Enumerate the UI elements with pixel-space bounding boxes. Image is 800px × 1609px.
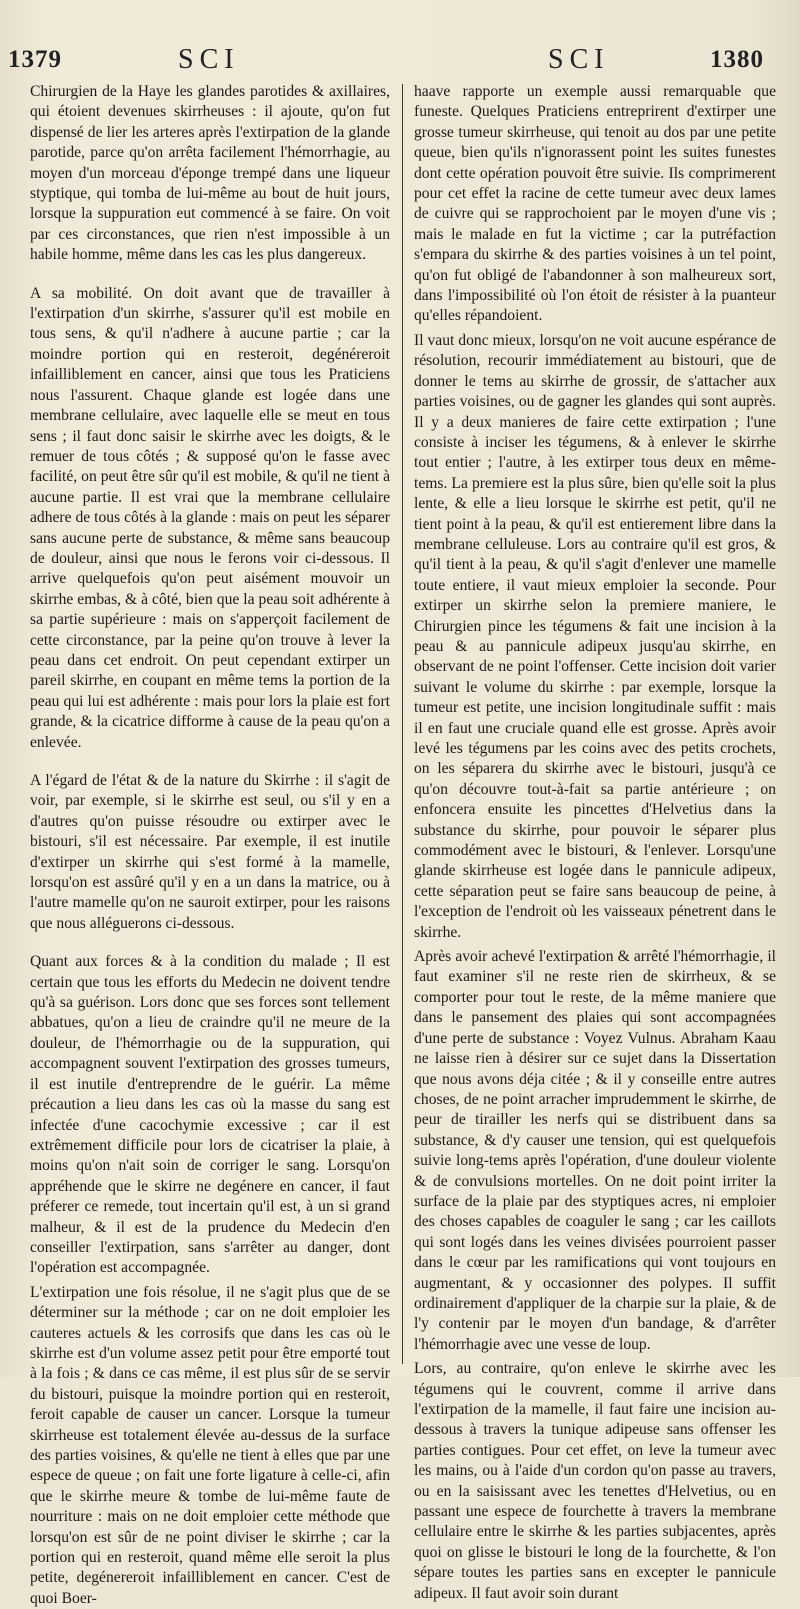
running-head-left: SCI: [178, 44, 240, 75]
page-number-right: 1380: [710, 46, 764, 73]
paragraph: L'extirpation une fois résolue, il ne s'agit plus que de se déterminer sur la méthode ; car on ne doit emploier les cauteres actuels & les corrosifs que dans les cas où le skirrhe est d'un volume assez petit pour être emporté tout à la fois ; & dans ce cas même, il est plus sûr de se servir du bistouri, puisque la moindre portion qui en resteroit, feroit capable de causer un cancer. Lorsque la tumeur skirrheuse est totalement élevée au-dessus de la surface des parties voisines, & qu'elle ne tient à elles que par une espece de queue ; on fait une forte ligature à celle-ci, afin que le skirrhe meure & tombe de lui-même faute de nourriture : mais on ne doit emploier cette méthode que lorsqu'on est sûr de ne point diviser le skirrhe ; car la portion qui en resteroit, quand même elle seroit la plus petite, degénereroit infailliblement en cancer. C'est de quoi Boer-: [30, 1283, 390, 1607]
running-head-right: SCI: [548, 44, 610, 75]
paragraph: Chirurgien de la Haye les glandes parotides & axillaires, qui étoient devenues skirrheuses : il ajoute, qu'on fut dispensé de lier les arteres après l'extirpation de la glande parotide, parce qu'on arrêta facilement l'hémorrhagie, au moyen d'un morceau d'éponge trempé dans une liqueur styptique, qui tomba de lui-même au bout de huit jours, lorsque la suppuration eut commencé à se faire. On voit par ces circonstances, que rien n'est impossible à un habile homme, même dans les cas les plus dangereux.: [30, 83, 390, 264]
paragraph: Après avoir achevé l'extirpation & arrêté l'hémorrhagie, il faut examiner s'il ne reste rien de skirrheux, & se comporter pour tout le reste, de la même maniere que dans le pansement des plaies qui sont accompagnées d'une perte de substance : Voyez Vulnus. Abraham Kaau ne laisse rien à désirer sur ce sujet dans la Dissertation que nous avons déja citée ; & il y conseille entre autres choses, de ne point arracher imprudemment le skirrhe, de peur de tirailler les nerfs qui se distribuent dans sa substance, & d'y causer une tension, qui est quelquefois suivie long-tems après l'opération, d'une douleur violente & de convulsions mortelles. On ne doit point irriter la surface de la plaie par des styptiques acres, ni emploier des choses capables de coaguler le sang ; car les caillots qui sont logés dans les veines divisées pourroient passer dans le cœur par les ramifications qui vont toujours en augmentant, & y occasionner des polypes. Il suffit ordinairement d'appliquer de la charpie sur la plaie, & de l'y contenir par le moyen d'un bandage, & d'arrêter l'hémorrhagie avec une vesse de loup.: [414, 948, 776, 1353]
page-number-left: 1379: [8, 46, 62, 73]
paragraph: haave rapporte un exemple aussi remarquable que funeste. Quelques Praticiens entreprirent d'extirper une grosse tumeur skirrheuse, qui tenoit au dos par une petite queue, bien qu'ils n'ignorassent point les suites funestes dont cette opération pouvoit être suivie. Ils comprimerent pour cet effet la racine de cette tumeur avec deux lames de cuivre qui se rapprochoient par le moyen d'une vis ; mais le malade en fut la victime ; car la putréfaction s'empara du skirrhe & des parties voisines à un tel point, qu'on fut obligé de l'abandonner à son malheureux sort, dans l'impossibilité où l'on étoit de résister à la puanteur qu'elles répandoient.: [414, 83, 776, 325]
column-divider: [402, 84, 403, 1364]
paragraph: Lors, au contraire, qu'on enleve le skirrhe avec les tégumens qui le couvrent, comme il arrive dans l'extirpation de la mamelle, il faut faire une incision au-dessous à travers la tunique adipeuse sans offenser les parties contigues. Pour cet effet, on leve la tumeur avec les mains, ou à l'aide d'un cordon qu'on passe au travers, ou en la saisissant avec les tenettes d'Helvetius, ou en passant une espece de fourchette à travers la membrane cellulaire entre le skirrhe & les parties subjacentes, après quoi on glisse le bistouri le long de la fourchette, & l'on sépare toutes les parties sans en excepter le pannicule adipeux. Il faut avoir soin durant: [414, 1360, 776, 1602]
text-column-right: [414, 82, 776, 1602]
paragraph: Quant aux forces & à la condition du malade ; Il est certain que tous les efforts du Medecin ne doivent tendre qu'à sa guérison. Lors donc que ses forces sont tellement abbatues, qu'on a lieu de craindre qu'il ne meure de la douleur, de l'hémorrhagie ou de la suppuration, qui accompagnent souvent l'extirpation des grosses tumeurs, il est inutile d'entreprendre de le guérir. La même précaution a lieu dans les cas où la masse du sang est infectée d'une cacochymie excessive ; car il est extrêmement difficile pour lors de cicatriser la plaie, à moins qu'on n'ait soin de corriger le sang. Lorsqu'on appréhende que le skirre ne degénere en cancer, il faut préferer ce remede, tout incertain qu'il est, à un si grand malheur, & il est de la prudence du Medecin d'en conseiller l'extirpation, sans s'arrêter au danger, dont l'opération est accompagnée.: [30, 953, 390, 1277]
paragraph: A sa mobilité. On doit avant que de travailler à l'extirpation d'un skirrhe, s'assurer qu'il est mobile en tous sens, & qu'il n'adhere à aucune partie ; car la moindre portion qui en resteroit, degénéreroit infailliblement en cancer, ainsi que tous les Praticiens nous l'assurent. Chaque glande est logée dans une membrane cellulaire, avec laquelle elle se meut en tous sens ; il faut donc saisir le skirrhe avec les doigts, & le remuer de tous côtés ; & supposé qu'on le fasse avec facilité, on peut être sûr qu'il est mobile, & qu'il ne tient à aucune partie. Il est vrai que la membrane cellulaire adhere de tous côtés à la glande : mais on peut les séparer sans aucune perte de substance, & même sans beaucoup de douleur, ainsi que nous le ferons voir ci-dessous. Il arrive quelquefois qu'on peut aisément mouvoir un skirrhe embas, & à côté, bien que la peau soit adhérente à sa partie supérieure : mais on s'apperçoit facilement de cette circonstance, par la peine qu'on trouve à lever la peau dans cet endroit. On peut cependant extirper un pareil skirrhe, en coupant en même tems la portion de la peau qui lui est adhérente : mais pour lors la plaie est fort grande, & la cicatrice difforme à cause de la peau qu'on a enlevée.: [30, 284, 390, 751]
paragraph: A l'égard de l'état & de la nature du Skirrhe : il s'agit de voir, par exemple, si le skirrhe est seul, ou s'il y en a d'autres qu'on puisse résoudre ou extirper avec le bistouri, s'il est nécessaire. Par exemple, il est inutile d'extirper un skirrhe qui s'est formé à la mamelle, lorsqu'on est assûré qu'il y en a un dans la matrice, ou à l'autre mamelle qu'on ne sauroit extirper, pour les raisons que nous alléguerons ci-dessous.: [30, 772, 390, 932]
paragraph: Il vaut donc mieux, lorsqu'on ne voit aucune espérance de résolution, recourir immédiatement au bistouri, que de donner le tems au skirrhe de grossir, de s'attacher aux parties voisines, ou de gagner les glandes qui sont auprès. Il y a deux manieres de faire cette extirpation ; l'une consiste à inciser les tégumens, & à enlever le skirrhe tout entier ; l'autre, à les extirper tous deux en même-tems. La premiere est la plus sûre, bien qu'elle soit la plus lente, & elle a lieu lorsque le skirrhe est petit, qu'il ne tient point à la peau, & qu'il est entierement libre dans la membrane celluleuse. Lors au contraire qu'il est gros, & qu'il tient à la peau, & qu'il s'agit d'enlever une mamelle toute entiere, il vaut mieux emploier la seconde. Pour extirper un skirrhe selon la premiere maniere, le Chirurgien pince les tégumens & fait une incision à la peau & au pannicule adipeux jusqu'au skirrhe, en observant de ne point l'offenser. Cette incision doit varier suivant le volume du skirrhe : par exemple, lorsque la tumeur est petite, une incision longitudinale suffit : mais il en faut une cruciale quand elle est grosse. Après avoir levé les tégumens par les coins avec des petits crochets, on les séparera du skirrhe avec le bistouri, jusqu'à ce qu'on découvre tout-à-fait sa partie antérieure ; on enfoncera ensuite les pincettes d'Helvetius dans la substance du skirrhe, pour pouvoir le séparer plus commodément avec le bistouri, & l'enlever. Lorsqu'une glande skirrheuse est logée dans le pannicule adipeux, cette séparation peut se faire sans beaucoup de peine, à l'exception de l'endroit où les vaisseaux pénetrent dans le skirrhe.: [414, 331, 776, 941]
text-column-left: [30, 82, 390, 1607]
